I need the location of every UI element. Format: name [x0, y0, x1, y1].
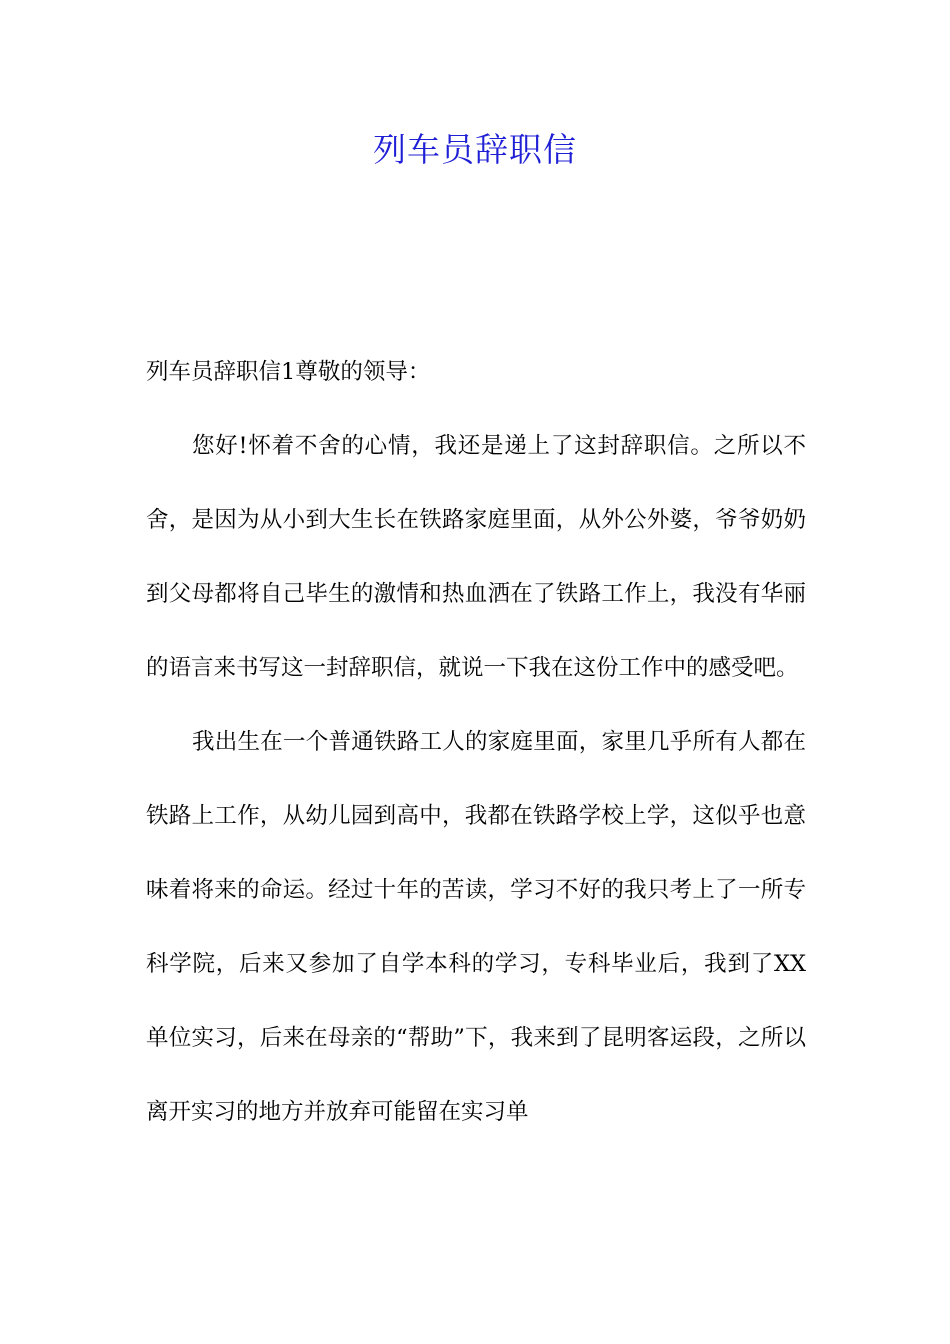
document-title: 列车员辞职信 [373, 130, 577, 169]
salutation-paragraph: 列车员辞职信1尊敬的领导： [146, 359, 431, 385]
body-paragraph-1: 您好!怀着不舍的心情，我还是递上了这封辞职信。之所以不舍，是因为从小到大生长在铁路家庭里面，从外公外婆，爷爷奶奶到父母都将自己毕生的激情和热血洒在了铁路工作上，我没有华丽的语言来书写这一封辞职信，就说一下我在这份工作中的感受吧。 [146, 433, 806, 681]
document-body [146, 335, 806, 1149]
body-paragraph-2: 我出生在一个普通铁路工人的家庭里面，家里几乎所有人都在铁路上工作，从幼儿园到高中，我都在铁路学校上学，这似乎也意味着将来的命运。经过十年的苦读，学习不好的我只考上了一所专科学院，后来又参加了自学本科的学习，专科毕业后，我到了XX单位实习，后来在母亲的“帮助”下，我来到了昆明客运段，之所以离开实习的地方并放弃可能留在实习单 [146, 729, 806, 1125]
